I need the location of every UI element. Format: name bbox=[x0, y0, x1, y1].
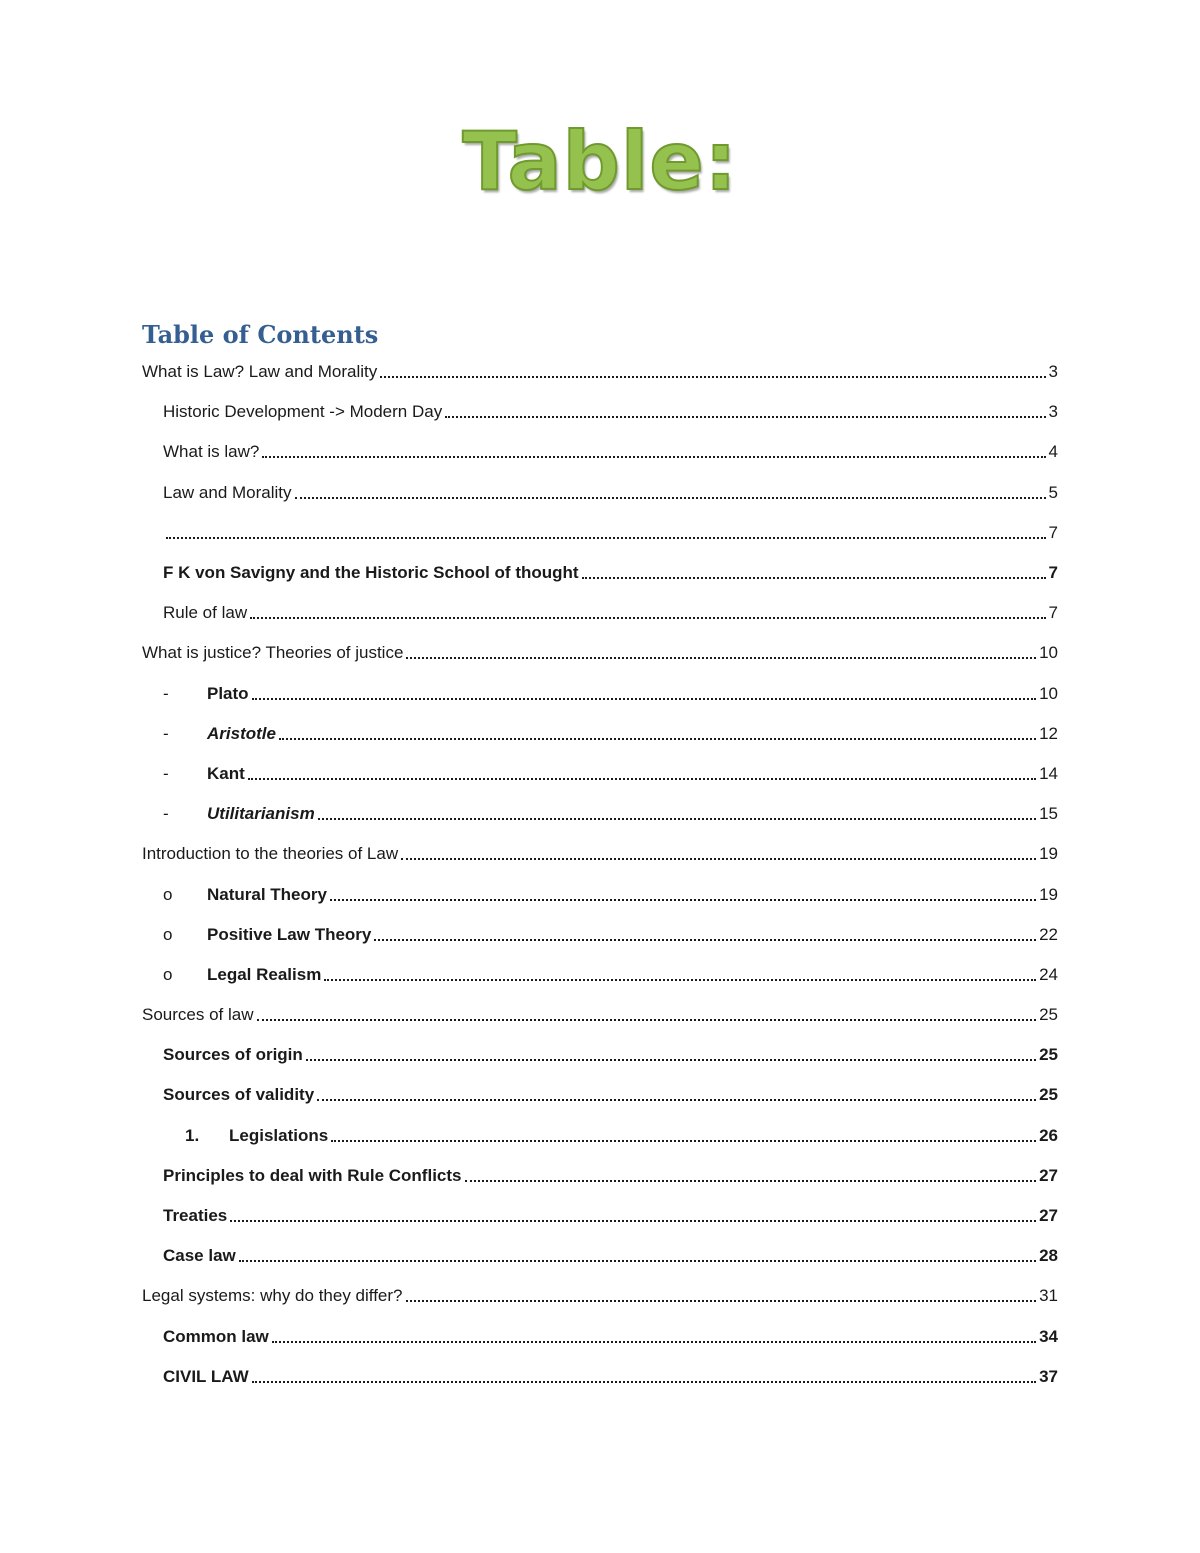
toc-entry-text: Case law bbox=[163, 1246, 236, 1266]
toc-entry-page-number: 37 bbox=[1039, 1366, 1058, 1386]
toc-entry[interactable] bbox=[142, 553, 1058, 593]
toc-entry-text: Legal systems: why do they differ? bbox=[142, 1286, 403, 1306]
dot-leader bbox=[272, 1341, 1036, 1343]
toc-entry[interactable] bbox=[142, 1035, 1058, 1075]
dot-leader bbox=[230, 1220, 1036, 1222]
dot-leader bbox=[324, 979, 1036, 981]
toc-entry[interactable] bbox=[142, 432, 1058, 472]
toc-entry-marker: - bbox=[163, 804, 169, 824]
toc-entry-text: Utilitarianism bbox=[207, 804, 315, 824]
dot-leader bbox=[306, 1059, 1036, 1061]
toc-entry-text: Aristotle bbox=[207, 723, 276, 743]
toc-entry[interactable] bbox=[142, 1075, 1058, 1115]
toc-entry-text: Principles to deal with Rule Conflicts bbox=[163, 1165, 462, 1185]
toc-entry-page-number: 31 bbox=[1039, 1286, 1058, 1306]
toc-entry[interactable] bbox=[142, 1317, 1058, 1357]
toc-entry-text: CIVIL LAW bbox=[163, 1366, 249, 1386]
dot-leader bbox=[248, 778, 1036, 780]
dot-leader bbox=[380, 376, 1045, 378]
toc-entry-page-number: 27 bbox=[1039, 1206, 1058, 1226]
toc-entry-page-number: 27 bbox=[1039, 1165, 1058, 1185]
toc-entry-marker: - bbox=[163, 723, 169, 743]
toc-entry-page-number: 7 bbox=[1048, 522, 1058, 542]
toc-entry-page-number: 14 bbox=[1039, 763, 1058, 783]
toc-entry-page-number: 24 bbox=[1039, 964, 1058, 984]
toc-entry[interactable] bbox=[142, 1236, 1058, 1276]
toc-entry-marker: - bbox=[163, 763, 169, 783]
toc-entry-text: Legal Realism bbox=[207, 964, 322, 984]
toc-entry-text: F K von Savigny and the Historic School of thought bbox=[163, 563, 579, 583]
dot-leader bbox=[252, 1381, 1036, 1383]
toc-entry-marker: o bbox=[163, 964, 173, 984]
toc-entry-text: Treaties bbox=[163, 1206, 228, 1226]
dot-leader bbox=[465, 1180, 1037, 1182]
toc-entry-page-number: 22 bbox=[1039, 924, 1058, 944]
toc-entry[interactable] bbox=[142, 1116, 1058, 1156]
dot-leader bbox=[374, 939, 1036, 941]
toc-entry[interactable] bbox=[142, 593, 1058, 633]
dot-leader bbox=[239, 1260, 1036, 1262]
toc-heading: Table of Contents bbox=[142, 320, 379, 349]
toc-entry[interactable] bbox=[142, 674, 1058, 714]
toc-entry[interactable] bbox=[142, 915, 1058, 955]
toc-entry[interactable] bbox=[142, 352, 1058, 392]
toc-entry-text: Law and Morality bbox=[163, 482, 292, 502]
toc-entry[interactable] bbox=[142, 955, 1058, 995]
toc-entry[interactable] bbox=[142, 1357, 1058, 1397]
toc-entry[interactable] bbox=[142, 392, 1058, 432]
toc-entry[interactable] bbox=[142, 1196, 1058, 1236]
toc-entry-marker: o bbox=[163, 924, 173, 944]
toc-entry-page-number: 25 bbox=[1039, 1005, 1058, 1025]
dot-leader bbox=[250, 617, 1045, 619]
dot-leader bbox=[262, 456, 1045, 458]
toc-entry-text: Natural Theory bbox=[207, 884, 327, 904]
toc-entry-text: What is law? bbox=[163, 442, 260, 462]
toc-entry-text: Sources of law bbox=[142, 1005, 254, 1025]
toc-entry-text: Positive Law Theory bbox=[207, 924, 372, 944]
toc-entry[interactable] bbox=[142, 794, 1058, 834]
toc-entry[interactable] bbox=[142, 1276, 1058, 1316]
toc-entry-page-number: 10 bbox=[1039, 683, 1058, 703]
dot-leader bbox=[317, 1099, 1036, 1101]
toc-entry-text: What is justice? Theories of justice bbox=[142, 643, 404, 663]
toc-list bbox=[142, 352, 1058, 1397]
document-title: Table: bbox=[462, 115, 738, 208]
toc-entry[interactable] bbox=[142, 473, 1058, 513]
toc-entry-text: Kant bbox=[207, 763, 245, 783]
toc-entry[interactable] bbox=[142, 754, 1058, 794]
toc-entry-marker: - bbox=[163, 683, 169, 703]
toc-entry-text: What is Law? Law and Morality bbox=[142, 362, 378, 382]
toc-entry-text: Common law bbox=[163, 1326, 269, 1346]
toc-entry-page-number: 5 bbox=[1048, 482, 1058, 502]
toc-entry-page-number: 26 bbox=[1039, 1125, 1058, 1145]
toc-entry-text: Rule of law bbox=[163, 603, 248, 623]
toc-entry-text: Plato bbox=[207, 683, 249, 703]
dot-leader bbox=[401, 858, 1036, 860]
toc-entry-text: Legislations bbox=[229, 1125, 329, 1145]
toc-entry[interactable] bbox=[142, 714, 1058, 754]
toc-entry-marker: o bbox=[163, 884, 173, 904]
toc-entry-page-number: 7 bbox=[1048, 563, 1058, 583]
toc-entry[interactable] bbox=[142, 995, 1058, 1035]
toc-entry-page-number: 34 bbox=[1039, 1326, 1058, 1346]
toc-entry-page-number: 28 bbox=[1039, 1246, 1058, 1266]
toc-entry-page-number: 7 bbox=[1048, 603, 1058, 623]
dot-leader bbox=[252, 698, 1037, 700]
toc-entry-page-number: 12 bbox=[1039, 723, 1058, 743]
toc-entry-page-number: 19 bbox=[1039, 844, 1058, 864]
toc-entry-page-number: 25 bbox=[1039, 1085, 1058, 1105]
dot-leader bbox=[318, 818, 1036, 820]
toc-entry[interactable] bbox=[142, 1156, 1058, 1196]
toc-entry-text: Introduction to the theories of Law bbox=[142, 844, 399, 864]
dot-leader bbox=[279, 738, 1036, 740]
toc-entry-text: Sources of origin bbox=[163, 1045, 303, 1065]
toc-entry-page-number: 3 bbox=[1048, 362, 1058, 382]
toc-entry-page-number: 19 bbox=[1039, 884, 1058, 904]
toc-entry[interactable] bbox=[142, 633, 1058, 673]
toc-entry[interactable] bbox=[142, 513, 1058, 553]
dot-leader bbox=[166, 537, 1046, 539]
dot-leader bbox=[582, 577, 1046, 579]
dot-leader bbox=[406, 1300, 1037, 1302]
toc-entry[interactable] bbox=[142, 834, 1058, 874]
dot-leader bbox=[445, 416, 1045, 418]
dot-leader bbox=[295, 497, 1046, 499]
toc-entry-page-number: 3 bbox=[1048, 402, 1058, 422]
dot-leader bbox=[257, 1019, 1037, 1021]
toc-entry-page-number: 4 bbox=[1048, 442, 1058, 462]
toc-entry[interactable] bbox=[142, 874, 1058, 914]
dot-leader bbox=[406, 657, 1036, 659]
toc-entry-marker: 1. bbox=[185, 1125, 200, 1145]
toc-entry-page-number: 15 bbox=[1039, 804, 1058, 824]
toc-entry-text: Sources of validity bbox=[163, 1085, 315, 1105]
toc-entry-text: Historic Development -> Modern Day bbox=[163, 402, 443, 422]
dot-leader bbox=[331, 1140, 1036, 1142]
toc-entry-page-number: 10 bbox=[1039, 643, 1058, 663]
dot-leader bbox=[330, 899, 1036, 901]
toc-entry-page-number: 25 bbox=[1039, 1045, 1058, 1065]
